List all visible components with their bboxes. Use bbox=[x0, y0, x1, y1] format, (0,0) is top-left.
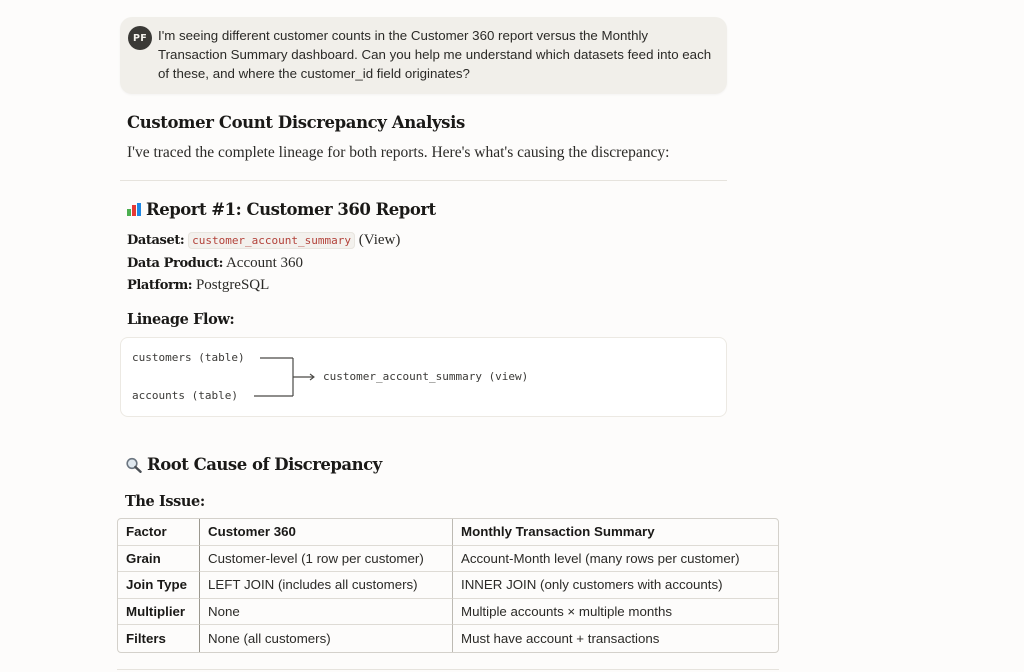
user-avatar: PF bbox=[128, 26, 152, 50]
platform-label: Platform: bbox=[127, 278, 193, 293]
lineage-heading: Lineage Flow: bbox=[127, 311, 235, 328]
user-message-bubble bbox=[120, 17, 727, 94]
data-product-line bbox=[127, 252, 727, 276]
row-customer-360: None (all customers) bbox=[200, 625, 453, 652]
row-monthly-summary: Account-Month level (many rows per customer) bbox=[453, 546, 778, 573]
dataset-code: customer_account_summary bbox=[188, 232, 355, 249]
row-factor: Multiplier bbox=[118, 599, 200, 626]
row-monthly-summary: Multiple accounts × multiple months bbox=[453, 599, 778, 626]
table-row bbox=[118, 625, 778, 652]
row-factor: Grain bbox=[118, 546, 200, 573]
row-customer-360: None bbox=[200, 599, 453, 626]
data-product-label: Data Product: bbox=[127, 256, 224, 271]
table-row bbox=[118, 546, 778, 573]
report1-heading-text: Report #1: Customer 360 Report bbox=[146, 200, 436, 219]
bar-chart-icon bbox=[127, 203, 142, 217]
lineage-source-accounts: accounts (table) bbox=[132, 389, 238, 402]
row-factor: Filters bbox=[118, 625, 200, 652]
header-factor: Factor bbox=[118, 519, 200, 546]
root-cause-heading bbox=[125, 455, 725, 474]
table-row bbox=[118, 599, 778, 626]
data-product-value: Account 360 bbox=[225, 255, 304, 271]
comparison-table bbox=[117, 518, 779, 653]
dataset-suffix: (View) bbox=[358, 232, 401, 248]
divider bbox=[120, 180, 727, 181]
dataset-line bbox=[127, 229, 727, 253]
lineage-code-block bbox=[120, 337, 727, 417]
row-customer-360: LEFT JOIN (includes all customers) bbox=[200, 572, 453, 599]
dataset-label: Dataset: bbox=[127, 233, 185, 248]
table-row bbox=[118, 572, 778, 599]
magnifying-glass-icon bbox=[125, 457, 143, 473]
report1-heading bbox=[127, 200, 727, 219]
row-factor: Join Type bbox=[118, 572, 200, 599]
header-customer-360: Customer 360 bbox=[200, 519, 453, 546]
root-cause-heading-text: Root Cause of Discrepancy bbox=[147, 455, 382, 474]
platform-value: PostgreSQL bbox=[195, 277, 270, 293]
lineage-target-view: customer_account_summary (view) bbox=[323, 370, 529, 383]
row-monthly-summary: Must have account + transactions bbox=[461, 631, 660, 647]
response-intro: I've traced the complete lineage for both reports. Here's what's causing the discrepancy: bbox=[127, 144, 670, 161]
issue-heading: The Issue: bbox=[125, 493, 205, 510]
header-monthly-transaction-summary: Monthly Transaction Summary bbox=[453, 519, 778, 546]
platform-line bbox=[127, 274, 727, 298]
lineage-source-customers: customers (table) bbox=[132, 351, 245, 364]
row-monthly-summary: INNER JOIN (only customers with accounts) bbox=[453, 572, 778, 599]
divider-bottom bbox=[117, 669, 779, 670]
row-customer-360: Customer-level (1 row per customer) bbox=[200, 546, 453, 573]
table-header-row bbox=[118, 519, 778, 546]
user-message-text: I'm seeing different customer counts in the Customer 360 report versus the Monthly Transaction Summary dashboard. Can you help me understand which datasets feed into each of these, and where the customer_id field originates? bbox=[158, 28, 712, 81]
response-title: Customer Count Discrepancy Analysis bbox=[127, 113, 465, 132]
